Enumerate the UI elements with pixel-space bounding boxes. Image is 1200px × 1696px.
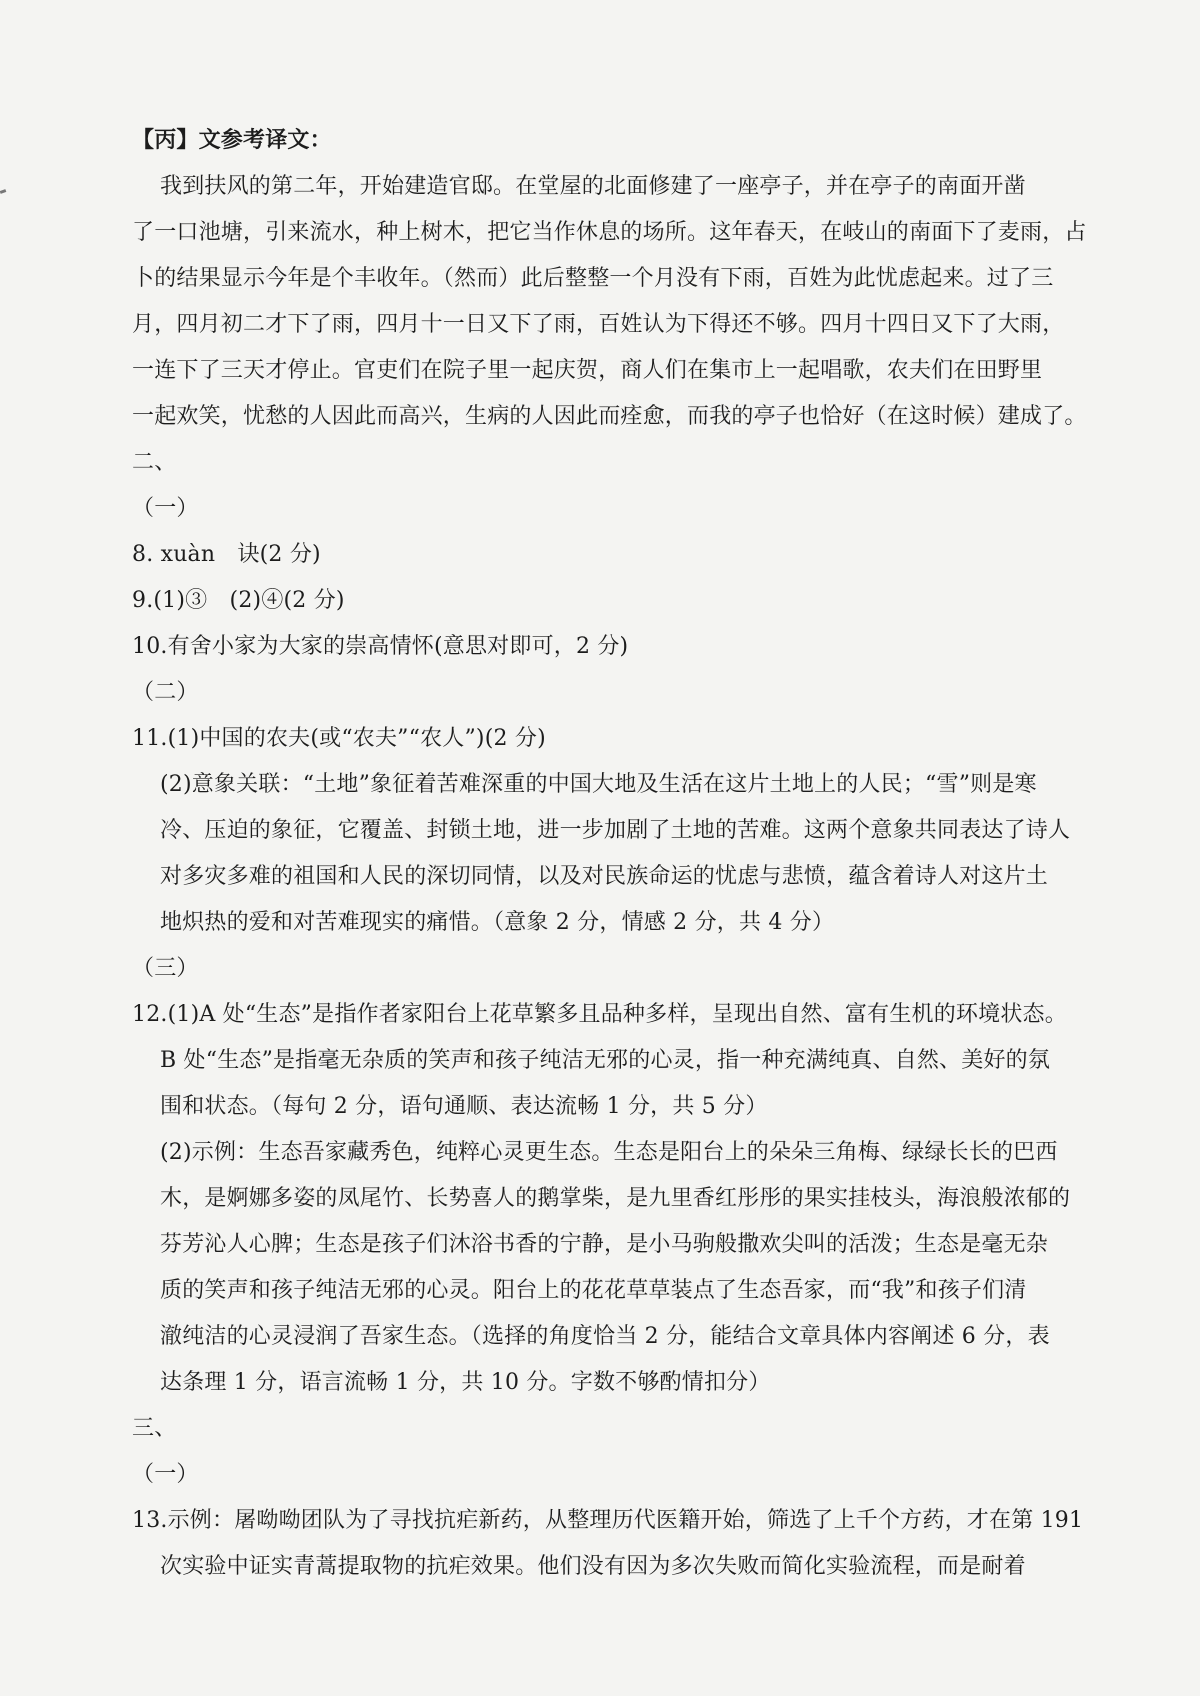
text-line: 12.(1)A 处“生态”是指作者家阳台上花草繁多且品种多样，呈现出自然、富有生机的环境状态。 [132, 1002, 1067, 1027]
text-line: 冷、压迫的象征，它覆盖、封锁土地，进一步加剧了土地的苦难。这两个意象共同表达了诗人 [160, 818, 1071, 843]
text-line: 二、 [132, 450, 177, 475]
text-line: 10.有舍小家为大家的崇高情怀(意思对即可，2 分) [132, 634, 629, 659]
text-line: 地炽热的爱和对苦难现实的痛惜。（意象 2 分，情感 2 分，共 4 分） [160, 910, 835, 935]
text-line: （一） [132, 496, 199, 521]
text-line: 围和状态。（每句 2 分，语句通顺、表达流畅 1 分，共 5 分） [160, 1094, 768, 1119]
text-line: 9.(1)③ (2)④(2 分) [132, 588, 345, 613]
text-line: 8. xuàn 诀(2 分) [132, 542, 321, 567]
text-line: （二） [132, 680, 199, 705]
text-line: 木，是婀娜多姿的凤尾竹、长势喜人的鹅掌柴，是九里香红彤彤的果实挂枝头，海浪般浓郁的 [160, 1186, 1071, 1211]
text-line: (2)示例：生态吾家藏秀色，纯粹心灵更生态。生态是阳台上的朵朵三角梅、绿绿长长的巴西 [160, 1140, 1058, 1165]
text-line: 卜的结果显示今年是个丰收年。（然而）此后整整一个月没有下雨，百姓为此忧虑起来。过了三 [132, 266, 1054, 291]
text-line: 13.示例：屠呦呦团队为了寻找抗疟新药，从整理历代医籍开始，筛选了上千个方药，才在第 191 [132, 1508, 1084, 1533]
text-line: 月，四月初二才下了雨，四月十一日又下了雨，百姓认为下得还不够。四月十四日又下了大雨， [132, 312, 1065, 337]
text-line: 一连下了三天才停止。官吏们在院子里一起庆贺，商人们在集市上一起唱歌，农夫们在田野里 [132, 358, 1043, 383]
text-line: 我到扶风的第二年，开始建造官邸。在堂屋的北面修建了一座亭子，并在亭子的南面开凿 [160, 174, 1026, 199]
text-line: （一） [132, 1462, 199, 1487]
text-line: 次实验中证实青蒿提取物的抗疟效果。他们没有因为多次失败而简化实验流程，而是耐着 [160, 1554, 1026, 1579]
text-line: (2)意象关联：“土地”象征着苦难深重的中国大地及生活在这片土地上的人民；“雪”则是寒 [160, 772, 1037, 797]
text-line: 达条理 1 分，语言流畅 1 分，共 10 分。字数不够酌情扣分） [160, 1370, 771, 1395]
text-line: 了一口池塘，引来流水，种上树木，把它当作休息的场所。这年春天，在岐山的南面下了麦雨，占 [132, 220, 1087, 245]
text-line: B 处“生态”是指毫无杂质的笑声和孩子纯洁无邪的心灵，指一种充满纯真、自然、美好的氛 [160, 1048, 1051, 1073]
text-line: 质的笑声和孩子纯洁无邪的心灵。阳台上的花花草草装点了生态吾家，而“我”和孩子们清 [160, 1278, 1027, 1303]
text-line: 一起欢笑，忧愁的人因此而高兴，生病的人因此而痊愈，而我的亭子也恰好（在这时候）建成了。 [132, 404, 1087, 429]
text-line: 芬芳沁人心脾；生态是孩子们沐浴书香的宁静，是小马驹般撒欢尖叫的活泼；生态是毫无杂 [160, 1232, 1049, 1257]
text-line: 对多灾多难的祖国和人民的深切同情，以及对民族命运的忧虑与悲愤，蕴含着诗人对这片土 [160, 864, 1049, 889]
text-line: 澈纯洁的心灵浸润了吾家生态。（选择的角度恰当 2 分，能结合文章具体内容阐述 6 分，表 [160, 1324, 1050, 1349]
scan-mark [0, 189, 6, 194]
text-line: （三） [132, 956, 199, 981]
section-heading: 【丙】文参考译文： [132, 127, 332, 153]
text-line: 三、 [132, 1416, 177, 1441]
text-line: 11.(1)中国的农夫(或“农夫”“农人”)(2 分) [132, 726, 546, 751]
